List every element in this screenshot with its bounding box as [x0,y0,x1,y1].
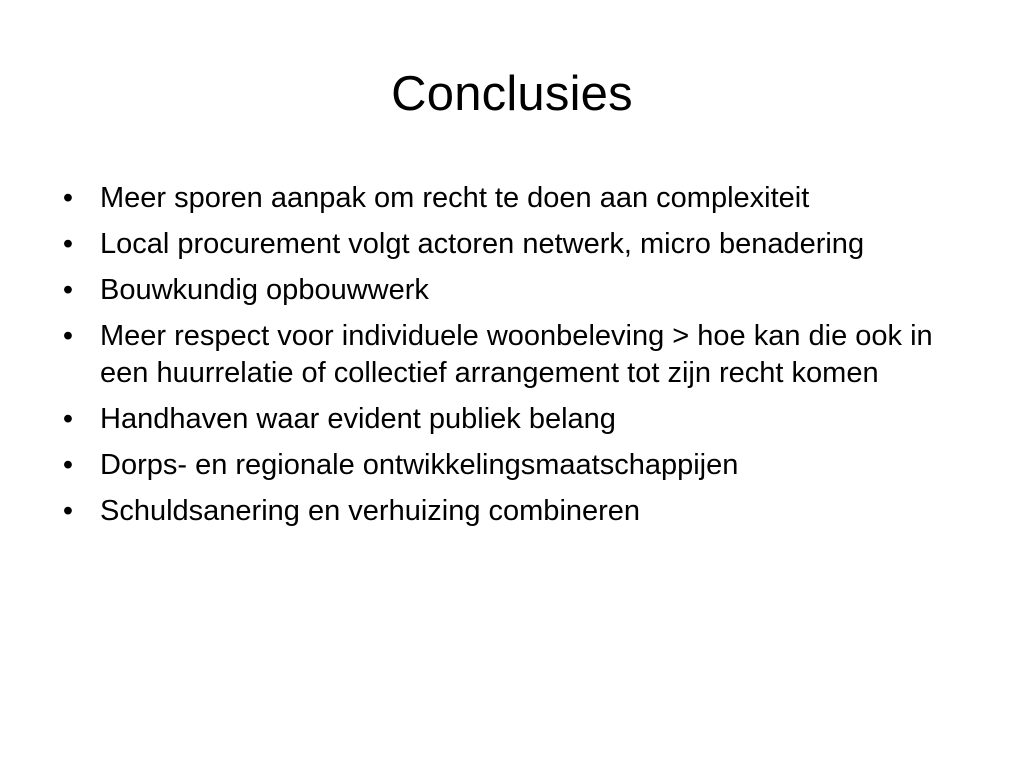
bullet-icon: • [62,274,74,306]
bullet-icon: • [62,403,74,435]
bullet-text: Schuldsanering en verhuizing combineren [100,495,641,527]
bullet-text: Local procurement volgt actoren netwerk, micro benadering [100,228,865,260]
bullet-item [58,318,978,392]
bullet-list [58,180,978,539]
bullet-icon: • [62,320,74,352]
bullet-icon: • [62,449,74,481]
bullet-text: Meer sporen aanpak om recht te doen aan complexiteit [100,182,810,214]
bullet-text: Dorps- en regionale ontwikkelingsmaatschappijen [100,449,739,481]
bullet-icon: • [62,182,74,214]
bullet-text: Bouwkundig opbouwwerk [100,274,429,306]
bullet-item [58,493,978,530]
bullet-text: Meer respect voor individuele woonbeleving > hoe kan die ook in een huurrelatie of collectief arrangement tot zijn recht komen [100,320,933,389]
bullet-item [58,447,978,484]
bullet-icon: • [62,228,74,260]
slide-title: Conclusies [391,67,633,121]
bullet-item [58,401,978,438]
bullet-item [58,226,978,263]
bullet-item [58,272,978,309]
bullet-icon: • [62,495,74,527]
bullet-text: Handhaven waar evident publiek belang [100,403,616,435]
bullet-item [58,180,978,217]
